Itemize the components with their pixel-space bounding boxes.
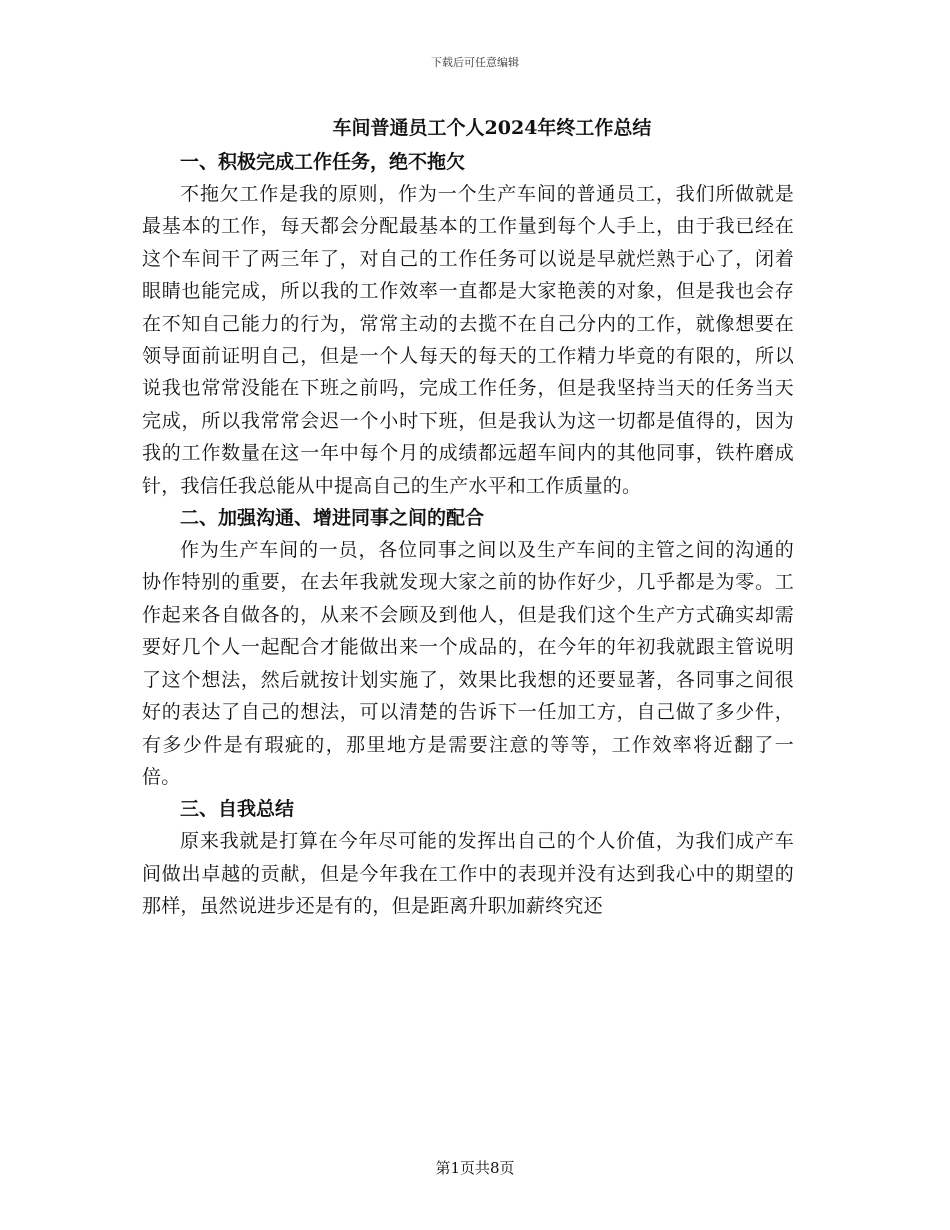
section-paragraph-1: 不拖欠工作是我的原则，作为一个生产车间的普通员工，我们所做就是最基本的工作，每天都会分配最基本的工作量到每个人手上，由于我已经在这个车间干了两三年了，对自己的工作任务可以说是早就烂熟于心了，闭着眼睛也能完成，所以我的工作效率一直都是大家艳羡的对象，但是我也会存在不知自己能力的行为，常常主动的去揽不在自己分内的工作，就像想要在领导面前证明自己，但是一个人每天的每天的工作精力毕竟的有限的，所以说我也常常没能在下班之前吗，完成工作任务，但是我坚持当天的任务当天完成，所以我常常会迟一个小时下班，但是我认为这一切都是值得的，因为我的工作数量在这一年中每个月的成绩都远超车间内的其他同事，铁杵磨成针，我信任我总能从中提高自己的生产水平和工作质量的。	[142, 183, 794, 497]
section-paragraph-3: 原来我就是打算在今年尽可能的发挥出自己的个人价值，为我们成产车间做出卓越的贡献，但是今年我在工作中的表现并没有达到我心中的期望的那样，虽然说进步还是有的，但是距离升职加薪终究还	[142, 830, 794, 918]
section-heading-1: 一、积极完成工作任务，绝不拖欠	[180, 151, 466, 173]
document-body	[142, 112, 794, 923]
section-paragraph-2: 作为生产车间的一员，各位同事之间以及生产车间的主管之间的沟通的协作特别的重要，在去年我就发现大家之前的协作好少，几乎都是为零。工作起来各自做各的，从来不会顾及到他人，但是我们这个生产方式确实却需要好几个人一起配合才能做出来一个成品的，在今年的年初我就跟主管说明了这个想法，然后就按计划实施了，效果比我想的还要显著，各同事之间很好的表达了自己的想法，可以清楚的告诉下一任加工方，自己做了多少件，有多少件是有瑕疵的，那里地方是需要注意的等等，工作效率将近翻了一倍。	[142, 539, 794, 788]
header-note: 下载后可任意编辑	[431, 56, 519, 69]
document-title: 车间普通员工个人2024年终工作总结	[332, 117, 652, 139]
page-footer: 第1页共8页	[435, 1159, 515, 1177]
section-heading-2: 二、加强沟通、增进同事之间的配合	[180, 507, 485, 530]
section-heading-3: 三、自我总结	[180, 798, 295, 821]
